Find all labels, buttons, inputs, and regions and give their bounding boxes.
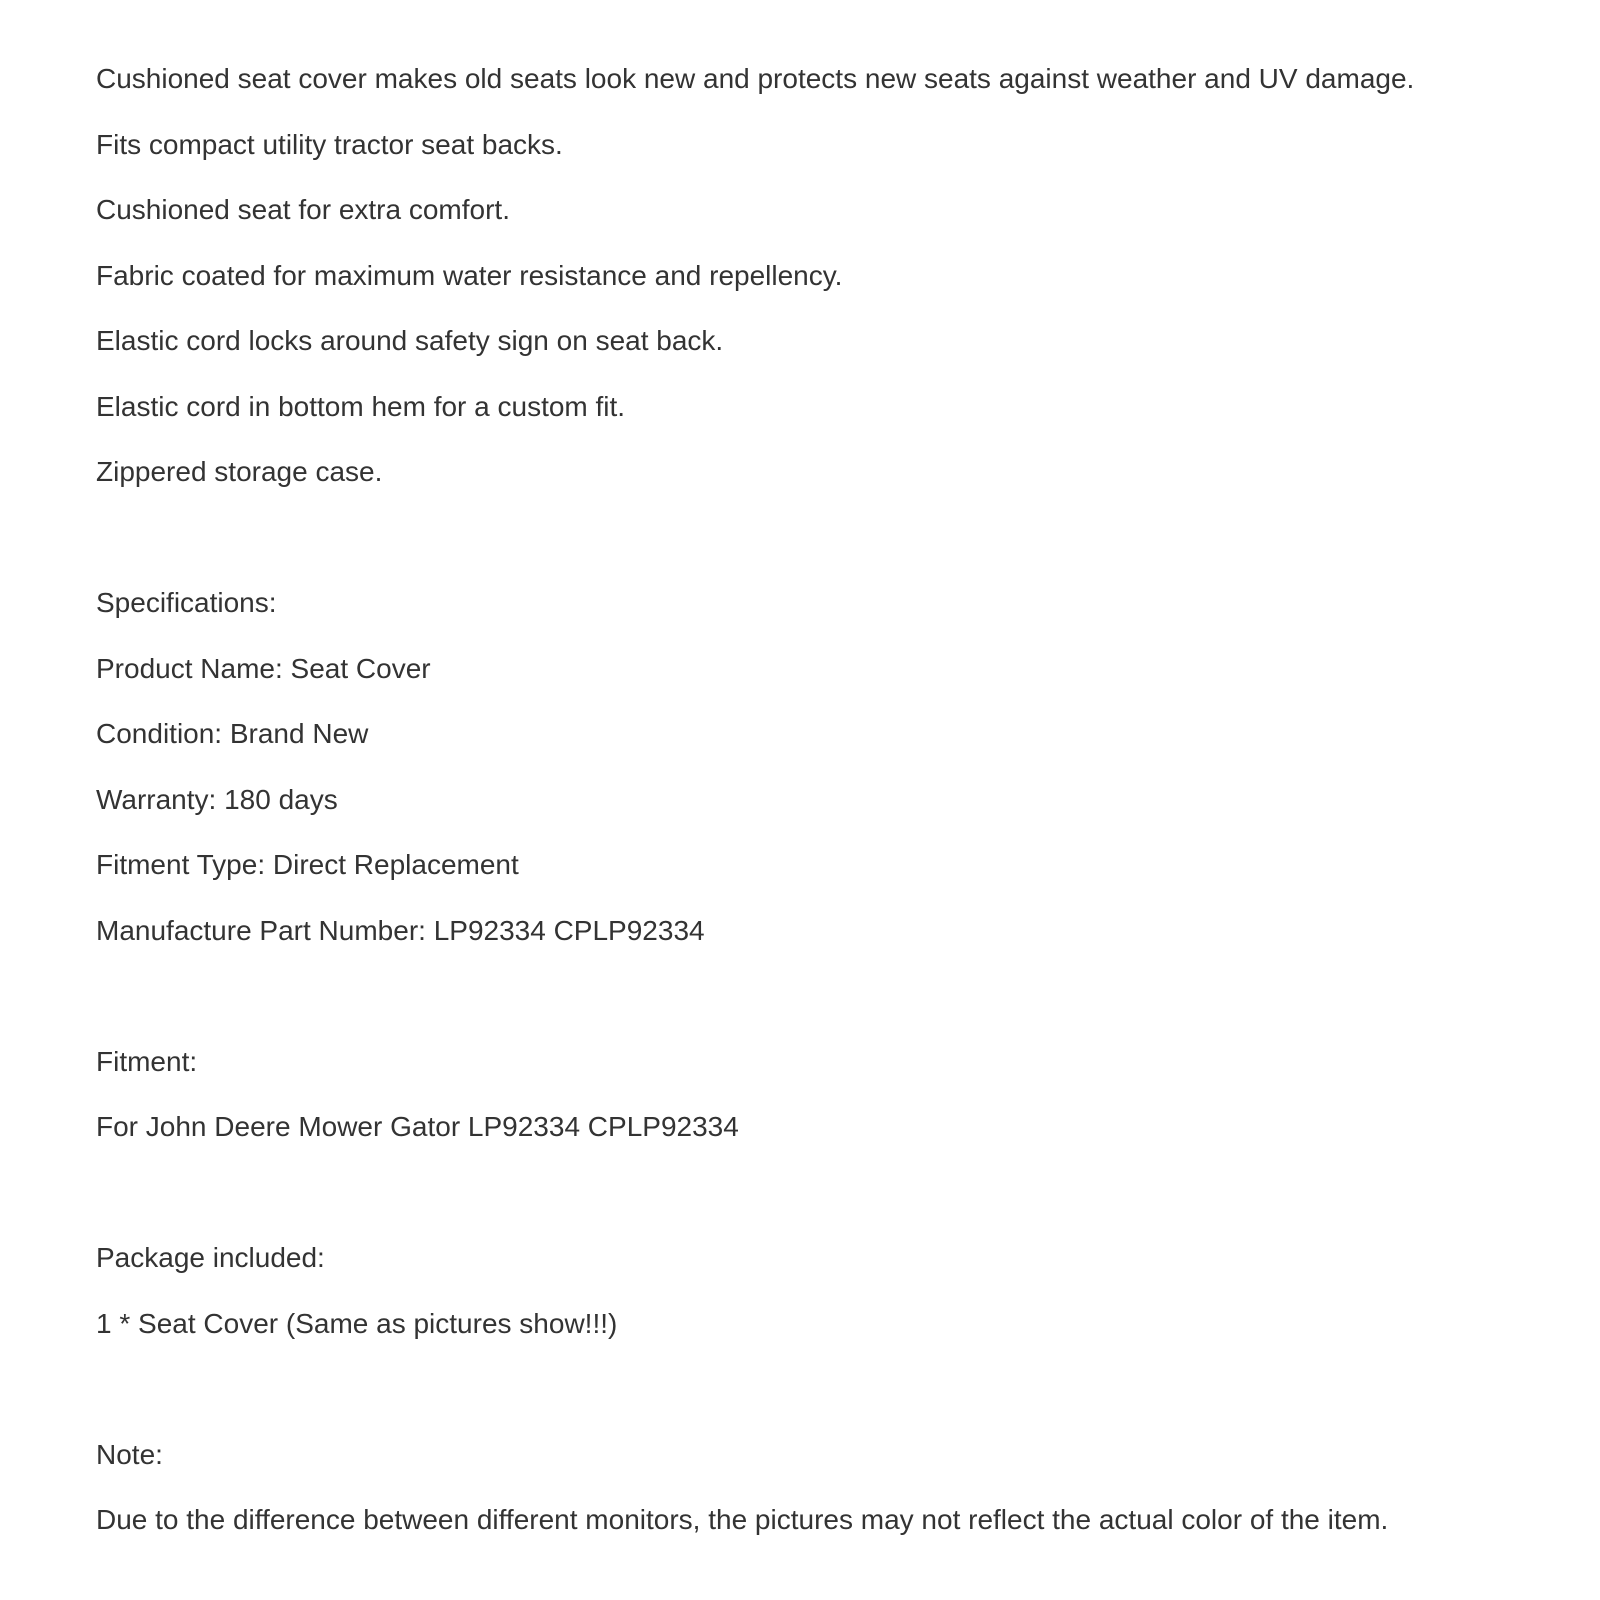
feature-line: Fabric coated for maximum water resistance and repellency.	[96, 259, 843, 291]
product-description	[96, 62, 1576, 1569]
spec-fitment-type: Fitment Type: Direct Replacement	[96, 849, 519, 880]
note-text: Due to the difference between different monitors, the pictures may not reflect the actual color of the item.	[96, 1504, 1389, 1535]
spec-condition: Condition: Brand New	[96, 718, 369, 749]
feature-line: Fits compact utility tractor seat backs.	[96, 128, 563, 160]
feature-line: Cushioned seat cover makes old seats look new and protects new seats against weather and UV damage.	[96, 63, 1415, 94]
package-text: 1 * Seat Cover (Same as pictures show!!!)	[96, 1307, 618, 1339]
spec-warranty: Warranty: 180 days	[96, 783, 338, 815]
feature-line: Zippered storage case.	[96, 456, 383, 487]
section-spacer	[96, 1176, 1576, 1210]
fitment-heading: Fitment:	[96, 1045, 198, 1077]
fitment-text: For John Deere Mower Gator LP92334 CPLP92334	[96, 1111, 739, 1142]
section-spacer	[96, 1372, 1576, 1406]
spec-part-number: Manufacture Part Number: LP92334 CPLP92334	[96, 914, 705, 946]
note-heading: Note:	[96, 1438, 163, 1470]
section-spacer	[96, 979, 1576, 1013]
spec-product-name: Product Name: Seat Cover	[96, 652, 431, 684]
specifications-heading: Specifications:	[96, 587, 277, 618]
package-heading: Package included:	[96, 1242, 325, 1273]
feature-line: Elastic cord locks around safety sign on seat back.	[96, 325, 724, 356]
section-spacer	[96, 521, 1576, 555]
feature-line: Elastic cord in bottom hem for a custom fit.	[96, 390, 626, 422]
feature-line: Cushioned seat for extra comfort.	[96, 194, 510, 225]
